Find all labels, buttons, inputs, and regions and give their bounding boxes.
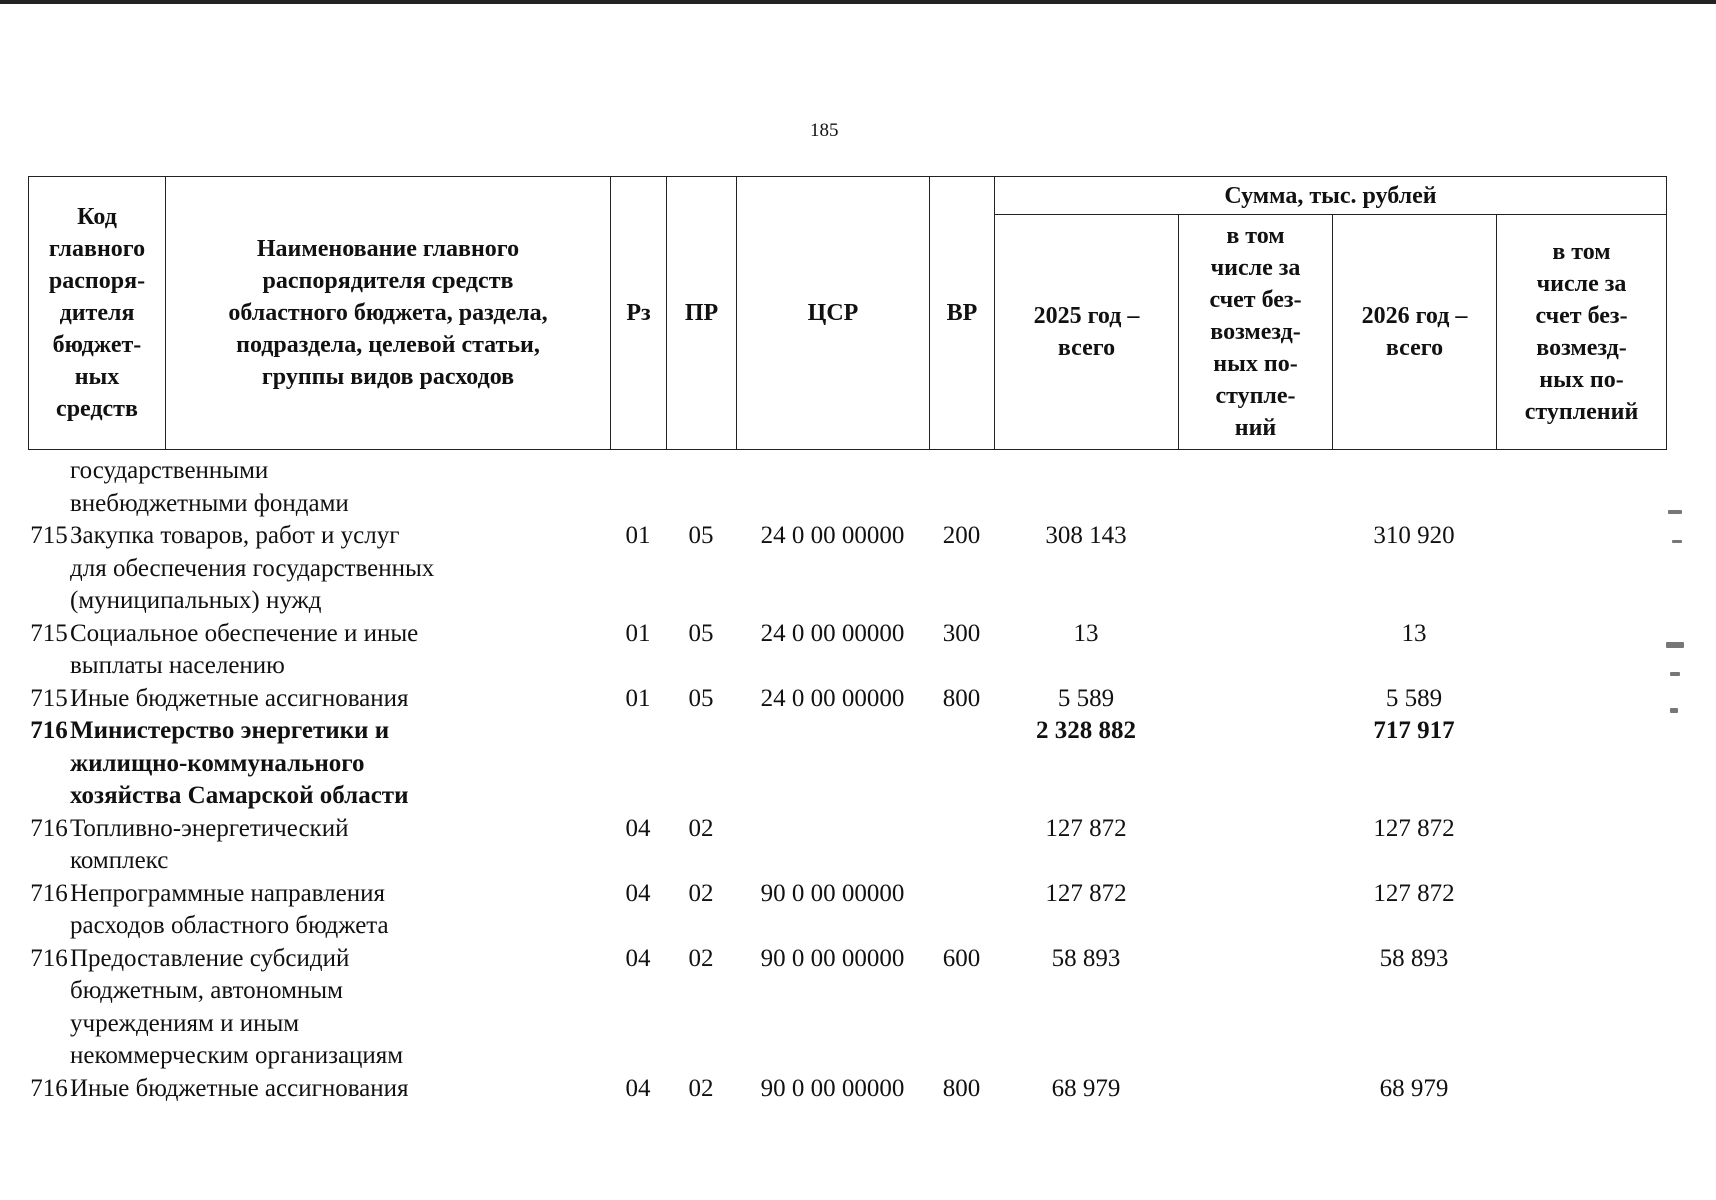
table-body: [28, 455, 1666, 1105]
header-2025-gratuitous: в том числе за счет без- возмезд- ных по- ступле- ний: [1179, 215, 1333, 450]
scan-speck: [1672, 540, 1682, 543]
cell-2025-gratuitous: [1178, 878, 1332, 943]
scan-speck: [1668, 510, 1682, 514]
table-row: [28, 878, 1666, 943]
cell-name: Иные бюджетные ассигнования: [70, 684, 409, 712]
table-row: [28, 683, 1666, 716]
header-name: Наименование главного распорядителя средств областного бюджета, раздела, подраздела, целевой статьи, группы видов расходов: [166, 177, 611, 450]
cell-csr: 90 0 00 00000: [760, 1074, 905, 1102]
cell-name: Иные бюджетные ассигнования: [70, 1074, 409, 1102]
header-pr: ПР: [667, 177, 737, 450]
cell-rz: 04: [625, 944, 651, 972]
cell-pr: 02: [688, 944, 714, 972]
cell-2026-gratuitous: [1496, 618, 1666, 683]
cell-pr: 05: [688, 522, 714, 549]
cell-2026-total: 717 917: [1373, 717, 1455, 744]
cell-vr: [929, 878, 994, 943]
cell-vr: 800: [942, 1074, 981, 1102]
header-code: Код главного распоря- дителя бюджет- ных средств: [29, 177, 166, 450]
cell-code: 716: [30, 944, 68, 972]
cell-2026-total: 58 893: [1379, 944, 1449, 972]
cell-2025-total: 127 872: [1045, 814, 1127, 842]
cell-2025-total: 5 589: [1057, 684, 1115, 712]
cell-2026-gratuitous: [1496, 813, 1666, 878]
cell-pr: 02: [688, 1074, 714, 1102]
cell-2026-total: [1332, 455, 1496, 520]
table-row: [28, 618, 1666, 683]
cell-2025-gratuitous: [1178, 683, 1332, 716]
cell-2025-gratuitous: [1178, 1073, 1332, 1106]
cell-rz: 01: [625, 619, 651, 647]
cell-2025-gratuitous: [1178, 813, 1332, 878]
table-row: [28, 455, 1666, 520]
cell-vr: 300: [942, 619, 981, 647]
cell-vr: 600: [942, 944, 981, 972]
table-row: [28, 1073, 1666, 1106]
cell-rz: 01: [625, 684, 651, 712]
cell-csr: [736, 813, 929, 878]
cell-2025-total: 68 979: [1051, 1074, 1121, 1102]
cell-pr: 02: [688, 814, 714, 842]
cell-2026-gratuitous: [1496, 878, 1666, 943]
cell-2026-total: 127 872: [1373, 879, 1455, 907]
cell-code: 715: [30, 684, 68, 712]
cell-code: 716: [30, 717, 68, 744]
cell-vr: [929, 455, 994, 520]
cell-2025-gratuitous: [1178, 520, 1332, 618]
header-2026-gratuitous: в том числе за счет без- возмезд- ных по- ступлений: [1497, 215, 1667, 450]
cell-code: 715: [30, 522, 68, 549]
cell-pr: 05: [688, 684, 714, 712]
cell-csr: 90 0 00 00000: [760, 879, 905, 907]
cell-2026-gratuitous: [1496, 715, 1666, 813]
cell-2025-total: 13: [1073, 619, 1099, 647]
cell-2026-gratuitous: [1496, 1073, 1666, 1106]
cell-2026-total: 5 589: [1385, 684, 1443, 712]
table-row: [28, 813, 1666, 878]
cell-name: Непрограммные направления расходов областного бюджета: [70, 879, 389, 939]
cell-vr: 800: [942, 684, 981, 712]
cell-2025-total: 308 143: [1045, 522, 1127, 549]
cell-rz: [610, 455, 666, 520]
scan-speck: [1670, 672, 1680, 676]
cell-2026-gratuitous: [1496, 455, 1666, 520]
cell-csr: 90 0 00 00000: [760, 944, 905, 972]
cell-2026-total: 68 979: [1379, 1074, 1449, 1102]
cell-csr: 24 0 00 00000: [760, 684, 905, 712]
header-vr: ВР: [930, 177, 995, 450]
cell-code: 715: [30, 619, 68, 647]
page-number: 185: [810, 120, 839, 141]
cell-2025-total: 2 328 882: [1036, 717, 1136, 744]
cell-vr: 200: [942, 522, 981, 549]
cell-code: 716: [30, 879, 68, 907]
cell-csr: 24 0 00 00000: [760, 619, 905, 647]
cell-2025-gratuitous: [1178, 618, 1332, 683]
cell-rz: 04: [625, 1074, 651, 1102]
cell-rz: [610, 715, 666, 813]
cell-2026-total: 127 872: [1373, 814, 1455, 842]
header-sum-group: Сумма, тыс. рублей: [995, 177, 1667, 215]
cell-csr: [736, 455, 929, 520]
scan-speck: [1670, 708, 1678, 713]
table-row: [28, 520, 1666, 618]
cell-pr: 02: [688, 879, 714, 907]
cell-pr: [666, 455, 736, 520]
cell-code: 716: [30, 1074, 68, 1102]
scan-top-edge: [0, 0, 1716, 4]
cell-name: государственными внебюджетными фондами: [70, 457, 349, 517]
cell-rz: 04: [625, 814, 651, 842]
cell-rz: 01: [625, 522, 651, 549]
cell-2025-total: 58 893: [1051, 944, 1121, 972]
cell-code: 716: [30, 814, 68, 842]
cell-vr: [929, 715, 994, 813]
cell-2026-gratuitous: [1496, 683, 1666, 716]
cell-name: Предоставление субсидий бюджетным, автономным учреждениям и иным некоммерческим организациям: [70, 944, 404, 1069]
cell-2025-total: 127 872: [1045, 879, 1127, 907]
scan-speck: [1666, 642, 1684, 648]
cell-pr: [666, 715, 736, 813]
cell-2026-total: 13: [1401, 619, 1427, 647]
cell-2025-gratuitous: [1178, 715, 1332, 813]
cell-name: Закупка товаров, работ и услуг для обеспечения государственных (муниципальных) нужд: [70, 522, 435, 614]
table-row: [28, 715, 1666, 813]
cell-code: [28, 455, 70, 520]
header-rz: Рз: [611, 177, 667, 450]
cell-csr: 24 0 00 00000: [760, 522, 905, 549]
cell-2025-gratuitous: [1178, 943, 1332, 1073]
cell-rz: 04: [625, 879, 651, 907]
cell-csr: [736, 715, 929, 813]
cell-name: Министерство энергетики и жилищно-коммунального хозяйства Самарской области: [70, 717, 409, 809]
header-csr: ЦСР: [737, 177, 930, 450]
table-row: [28, 943, 1666, 1073]
cell-2025-total: [994, 455, 1178, 520]
cell-2026-total: 310 920: [1373, 522, 1455, 549]
cell-vr: [929, 813, 994, 878]
header-2026-total: 2026 год – всего: [1333, 215, 1497, 450]
table-header: [28, 176, 1667, 450]
cell-2026-gratuitous: [1496, 943, 1666, 1073]
cell-pr: 05: [688, 619, 714, 647]
cell-name: Топливно-энергетический комплекс: [70, 814, 349, 874]
cell-name: Социальное обеспечение и иные выплаты населению: [70, 619, 419, 679]
cell-2026-gratuitous: [1496, 520, 1666, 618]
header-2025-total: 2025 год – всего: [995, 215, 1179, 450]
cell-2025-gratuitous: [1178, 455, 1332, 520]
